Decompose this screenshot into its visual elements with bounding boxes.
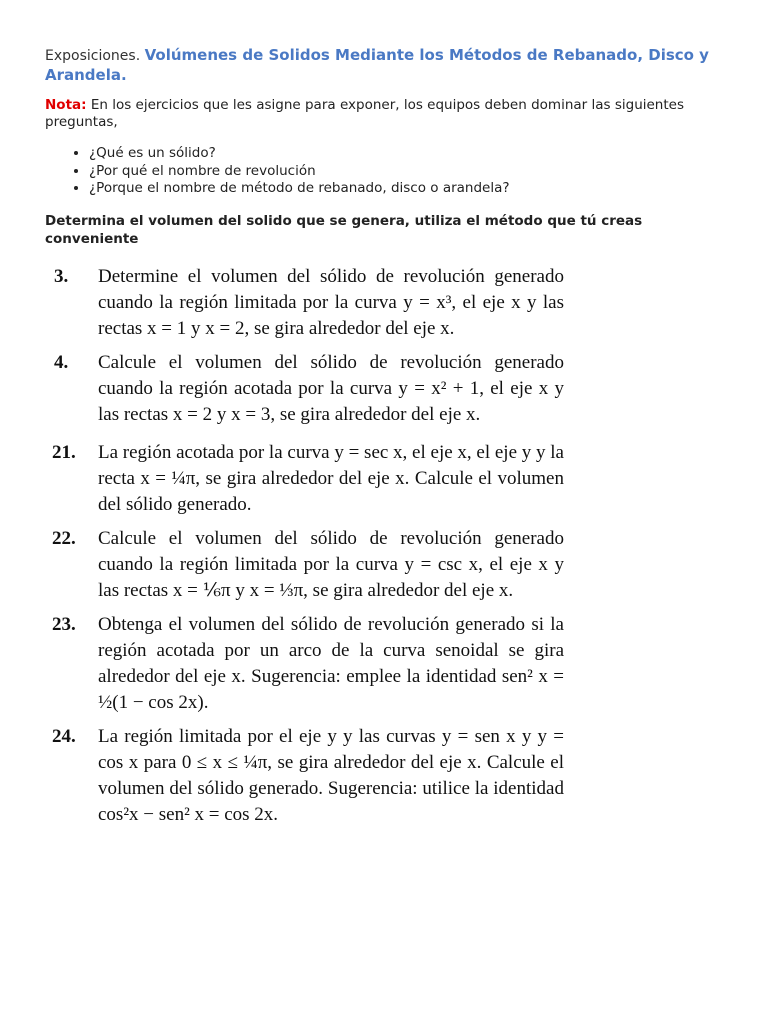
note-paragraph [45,97,725,131]
problem-number: 22. [52,528,76,549]
document-header [45,46,725,86]
document-title: Volúmenes de Solidos Mediante los Métodos de Rebanado, Disco y Arandela. [45,46,709,84]
problem-number: 21. [52,442,76,463]
question-item: • ¿Qué es un sólido? [89,145,749,163]
note-text: En los ejercicios que les asigne para exponer, los equipos deben dominar las siguientes preguntas, [45,97,684,130]
problem-item [54,724,564,828]
question-item: • ¿Porque el nombre de método de rebanado, disco o arandela? [89,180,749,198]
instruction-text: Determina el volumen del solido que se genera, utiliza el método que tú creas conveniente [45,213,643,247]
questions-list [45,145,749,198]
question-item: • ¿Por qué el nombre de revolución [89,163,749,181]
problem-item [54,264,564,342]
problem-number: 24. [52,726,76,747]
problem-number: 3. [54,266,69,287]
header-intro: Exposiciones. [45,48,141,64]
problems-list [54,264,564,836]
problem-item [54,440,564,518]
problem-text: Calcule el volumen del sólido de revolución generado cuando la región acotada por la curva y = x² + 1, el eje x y las rectas x = 2 y x = 3, se gira alrededor del eje x. [98,352,564,425]
problem-text: La región acotada por la curva y = sec x, el eje x, el eje y y la recta x = ¼π, se gira alrededor del eje x. Calcule el volumen del sólido generado. [98,442,564,515]
problem-text: Obtenga el volumen del sólido de revolución generado si la región acotada por un arco de la curva senoidal se gira alrededor del eje x. Sugerencia: emplee la identidad sen² x = ½(1 − cos 2x). [98,614,564,713]
problem-item [54,526,564,604]
problem-number: 23. [52,614,76,635]
problem-item [54,612,564,716]
problem-text: Determine el volumen del sólido de revolución generado cuando la región limitada por la curva y = x³, el eje x y las rectas x = 1 y x = 2, se gira alrededor del eje x. [98,266,564,339]
note-label: Nota: [45,97,87,113]
problem-item [54,350,564,428]
problem-text: La región limitada por el eje y y las curvas y = sen x y y = cos x para 0 ≤ x ≤ ¼π, se gira alrededor del eje x. Calcule el volumen del sólido generado. Sugerencia: utilice la identidad cos²x − sen² x = cos 2x. [98,726,564,825]
problem-number: 4. [54,352,69,373]
problem-text: Calcule el volumen del sólido de revolución generado cuando la región limitada por la curva y = csc x, el eje x y las rectas x = ⅙π y x = ⅓π, se gira alrededor del eje x. [98,528,564,601]
